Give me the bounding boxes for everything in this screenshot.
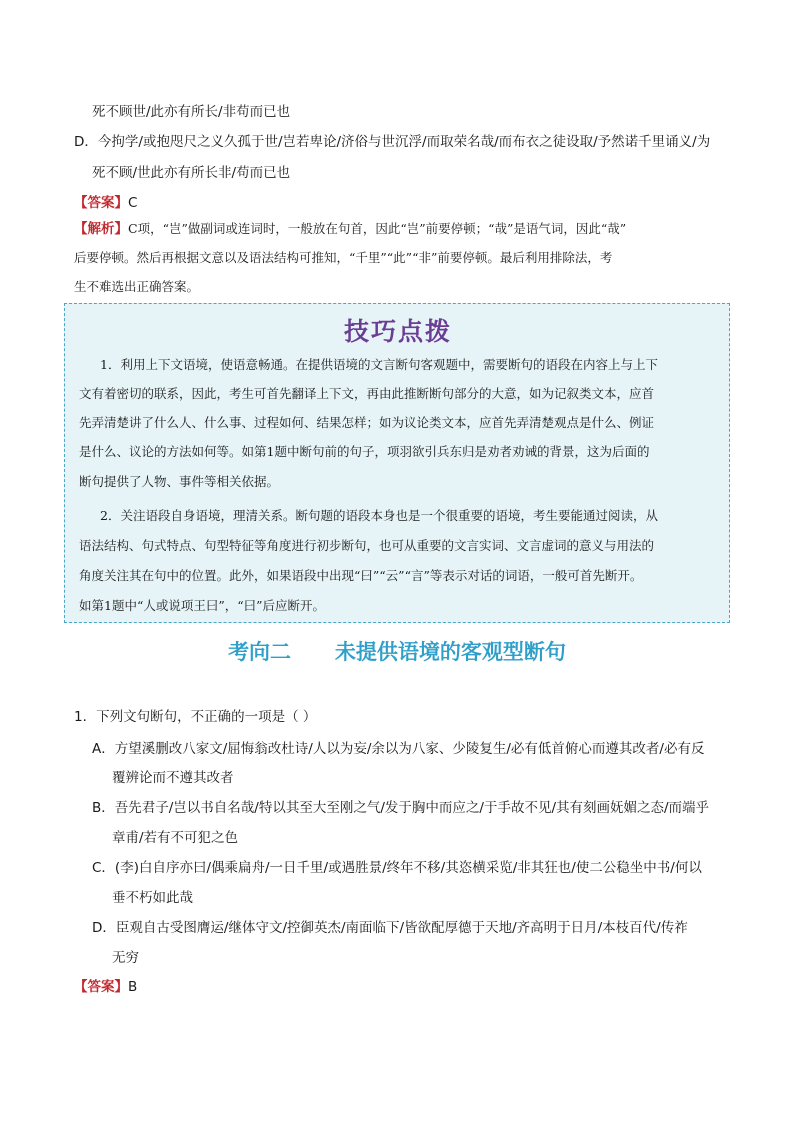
tips-line-2: 文有着密切的联系，因此，考生可首先翻译上下文，再由此推断断句部分的大意，如为记叙类文本，应首: [79, 386, 655, 401]
answer-row: [74, 193, 137, 213]
option-a-line1: A．方望溪删改八家文/屈悔翁改杜诗/人以为妄/余以为八家、少陵复生/必有低首俯心而遵其改者/必有反: [92, 741, 705, 757]
analysis-line1: [74, 219, 626, 239]
answer-label: 【答案】: [74, 195, 128, 211]
tips-line-8: 角度关注其在句中的位置。此外，如果语段中出现“曰”“云”“言”等表示对话的词语，一般可首先断开。: [79, 568, 643, 583]
option-b-line2: 章甫/若有不可犯之色: [112, 830, 239, 846]
tips-box: [64, 303, 730, 623]
section-title: 考向二 未提供语境的客观型断句: [228, 640, 566, 664]
tips-line-3: 先弄清楚讲了什么人、什么事、过程如何、结果怎样；如为议论类文本，应首先弄清楚观点是什么、例证: [79, 415, 655, 430]
tips-title: 技巧点拨: [343, 317, 452, 346]
analysis-line3: 生不难选出正确答案。: [74, 279, 200, 294]
option-c-line2: 垂不朽如此哉: [112, 890, 193, 906]
analysis-text1: C项，“岂”做副词或连词时，一般放在句首，因此“岂”前要停顿；“哉”是语气词，因此“哉”: [128, 221, 627, 236]
tips-line-1: 1．利用上下文语境，使语意畅通。在提供语境的文言断句客观题中，需要断句的语段在内容上与上下: [100, 357, 658, 372]
option-a-line2: 覆辨论而不遵其改者: [112, 770, 234, 786]
tips-line-4: 是什么、议论的方法如何等。如第1题中断句前的句子，项羽欲引兵东归是劝者劝诫的背景，这为后面的: [79, 444, 650, 459]
tips-line-7: 语法结构、句式特点、句型特征等角度进行初步断句，也可从重要的文言实词、文言虚词的意义与用法的: [79, 538, 655, 553]
question-answer-value: B: [128, 979, 138, 995]
tips-line-6: 2．关注语段自身语境，理清关系。断句题的语段本身也是一个很重要的语境，考生要能通过阅读，从: [100, 508, 658, 523]
option-b-line1: B．吾先君子/岂以书自名哉/特以其至大至刚之气/发于胸中而应之/于手故不见/其有刻画妩媚之态/而端乎: [92, 800, 710, 816]
question-stem: 1．下列文句断句，不正确的一项是（ ）: [74, 709, 317, 725]
analysis-label: 【解析】: [74, 221, 128, 237]
option-d-line1-q: D．臣观自古受图膺运/继体守文/控御英杰/南面临下/皆欲配厚德于天地/齐高明于日月/本枝百代/传祚: [92, 920, 688, 936]
option-d-line2: 死不顾/世此亦有所长非/苟而已也: [92, 165, 291, 181]
option-c-continuation: 死不顾世/此亦有所长/非苟而已也: [92, 104, 291, 120]
option-d-line2-q: 无穷: [112, 950, 139, 966]
tips-line-9: 如第1题中“人或说项王曰”，“曰”后应断开。: [79, 598, 326, 613]
option-c-line1: C．(李)白自序亦曰/偶乘扁舟/一日千里/或遇胜景/终年不移/其恣横采览/非其狂也/使二公稳坐中书/何以: [92, 860, 702, 876]
analysis-line2: 后要停顿。然后再根据文意以及语法结构可推知，“千里”“此”“非”前要停顿。最后利用排除法，考: [74, 250, 613, 265]
option-d-line1: D．今拘学/或抱咫尺之义久孤于世/岂若卑论/济俗与世沉浮/而取荣名哉/而布衣之徒设取/予然诺千里诵义/为: [74, 134, 711, 150]
question-answer-label: 【答案】: [74, 979, 128, 995]
question-answer-row: [74, 977, 137, 997]
answer-value: C: [128, 195, 138, 211]
tips-line-5: 断句提供了人物、事件等相关依据。: [79, 474, 280, 489]
